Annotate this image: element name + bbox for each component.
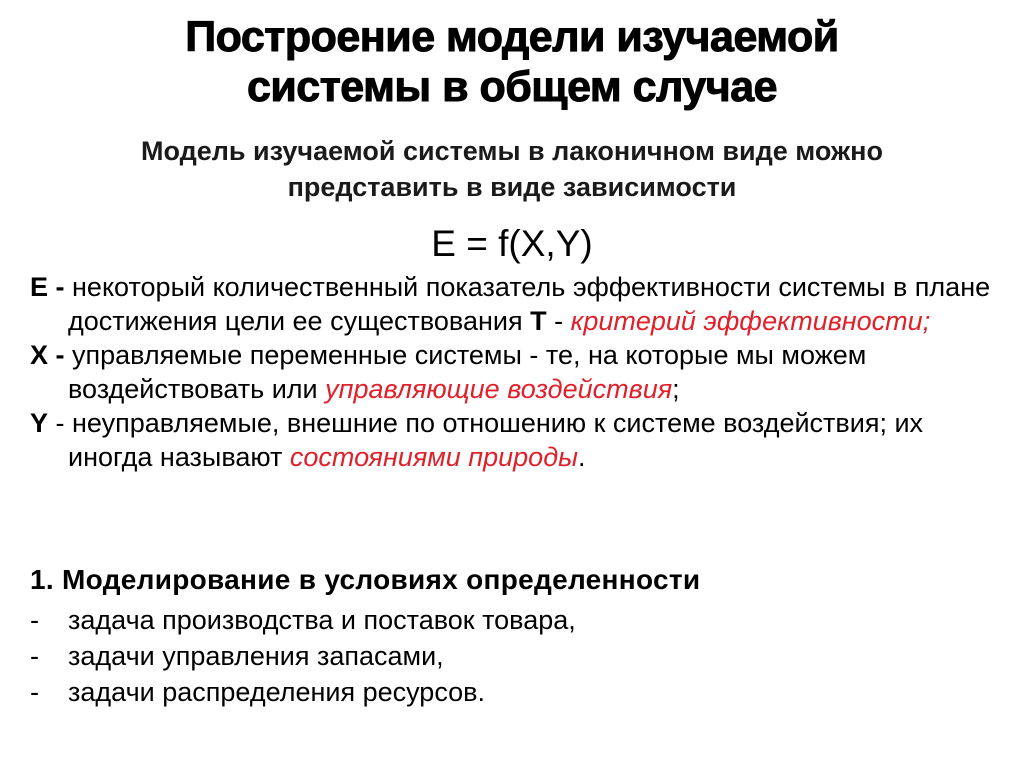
definition-tail: ; xyxy=(672,374,680,404)
definition-x xyxy=(30,338,1000,406)
slide-title-line: Построение модели изучаемой xyxy=(185,13,839,61)
list-dash: - xyxy=(30,641,39,671)
definition-e xyxy=(30,270,1000,338)
symbol-y: Y xyxy=(30,408,49,438)
definition-y xyxy=(30,406,1000,474)
list-dash: - xyxy=(30,605,39,635)
definition-text: управляемые переменные системы - те, на которые мы можем воздействовать или xyxy=(64,340,867,404)
list-item-text: задача производства и поставок товара, xyxy=(68,605,576,635)
symbol-t: T xyxy=(530,306,547,336)
list-item xyxy=(30,602,576,638)
symbol-e: E - xyxy=(30,272,65,302)
definition-text: - неуправляемые, внешние по отношению к системе воздействия; их иногда называют xyxy=(48,408,924,472)
list-item xyxy=(30,674,576,710)
task-list xyxy=(30,602,576,710)
symbol-x: X - xyxy=(30,340,65,370)
definition-tail: . xyxy=(578,442,586,472)
list-dash: - xyxy=(30,677,39,707)
emphasis-term: состояниями природы xyxy=(289,442,578,472)
emphasis-term: критерий эффективности xyxy=(570,306,923,336)
definitions-list xyxy=(30,270,1000,474)
subtitle-line: Модель изучаемой системы в лаконичном виде можно xyxy=(141,136,883,166)
slide-title xyxy=(0,12,1024,112)
definition-text: - xyxy=(546,306,571,336)
emphasis-term: управляющие воздействия xyxy=(325,374,673,404)
formula: E = f(X,Y) xyxy=(431,223,593,264)
definition-tail: ; xyxy=(922,306,931,336)
list-item-text: задачи управления запасами, xyxy=(68,641,444,671)
slide-subtitle xyxy=(0,133,1024,205)
section-heading: 1. Моделирование в условиях определенности xyxy=(30,564,701,595)
list-item xyxy=(30,638,576,674)
list-item-text: задачи распределения ресурсов. xyxy=(68,677,485,707)
slide-title-line: системы в общем случае xyxy=(246,63,778,111)
definition-text: некоторый количественный показатель эффективности системы в плане достижения цели ее существования xyxy=(64,272,991,336)
subtitle-line: представить в виде зависимости xyxy=(287,172,737,202)
